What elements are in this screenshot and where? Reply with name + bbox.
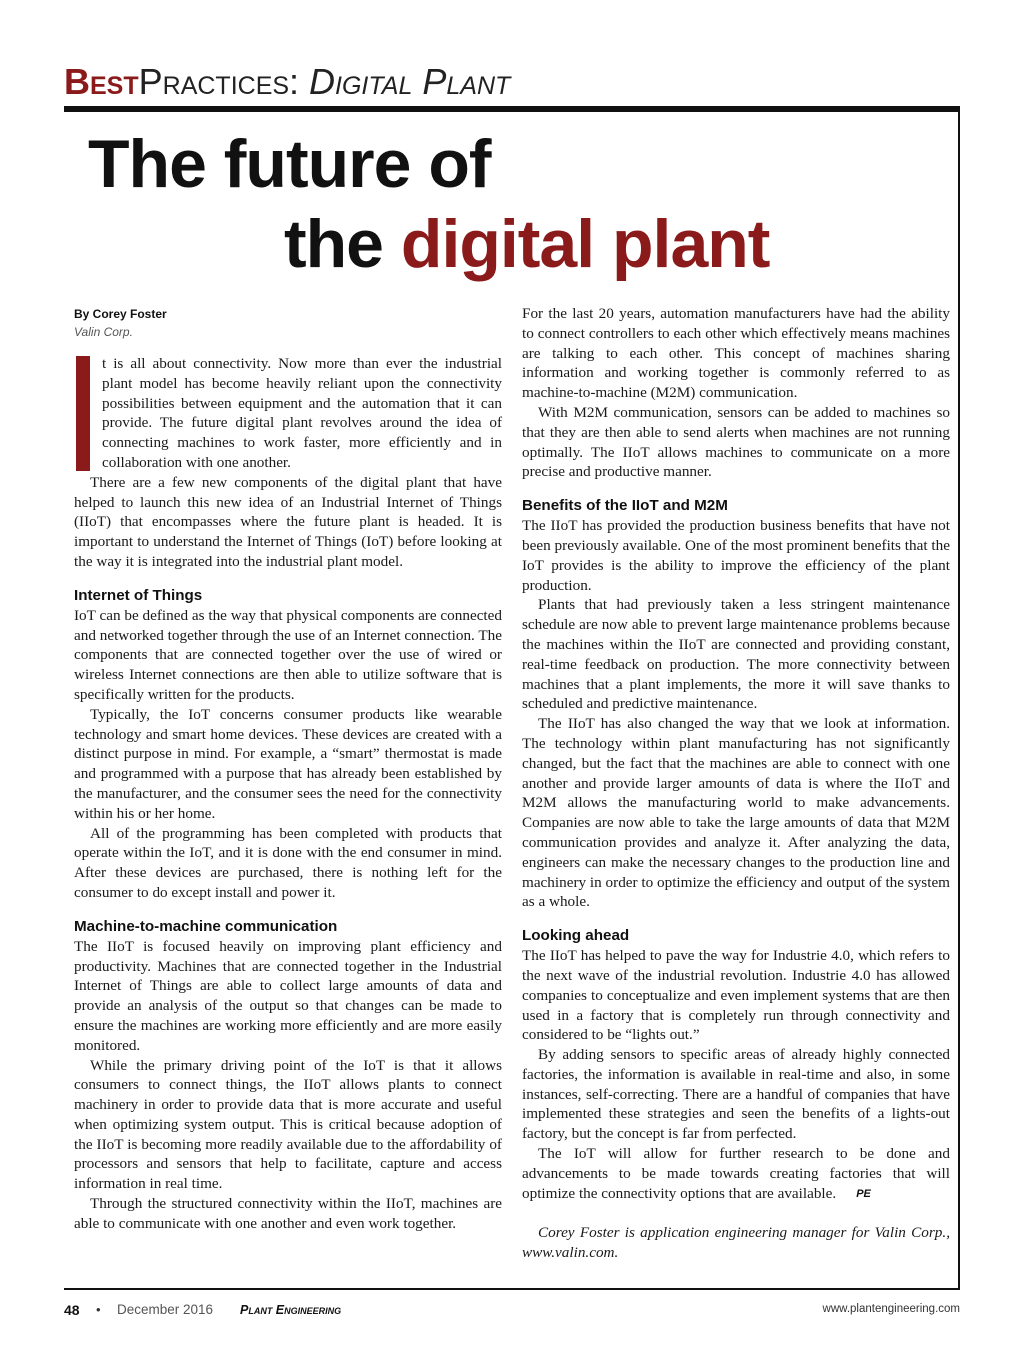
frame-right-rule <box>958 106 960 1289</box>
drop-cap-i <box>76 356 90 471</box>
section-header-practices: Practices: <box>138 61 310 102</box>
subhead-internet-of-things: Internet of Things <box>74 586 203 604</box>
ahead-paragraph-3 <box>522 1144 950 1203</box>
headline-accent: digital plant <box>400 206 770 282</box>
frame-bottom-rule <box>64 1288 960 1290</box>
headline-line2-prefix: the <box>284 206 401 282</box>
page-number: 48 <box>64 1302 80 1318</box>
subhead-machine-to-machine: Machine-to-machine communication <box>74 917 338 935</box>
headline-line2 <box>88 204 769 284</box>
section-header-best: Best <box>64 61 139 102</box>
top-rule <box>64 106 960 112</box>
intro-paragraph-1: t is all about connectivity. Now more than ever the industrial plant model has become heavily reliant upon the connectivity possibilities between equipment and the automation that it can provide. The future digital plant revolves around the idea of connecting machines to work faster, more efficiently and in collaboration with one another. <box>102 355 502 471</box>
m2m-paragraph-1: The IIoT is focused heavily on improving plant efficiency and productivity. Machines that are connected together in the Industrial Internet of Things are able to collect large amounts of data and provide an analysis of the output so that changes can be made to ensure the machines are working more efficiently and are more easily monitored. <box>74 937 502 1054</box>
section-header <box>64 62 510 102</box>
byline-affiliation: Valin Corp. <box>74 325 133 339</box>
footer-url: www.plantengineering.com <box>822 1303 960 1315</box>
byline-author: By Corey Foster <box>74 307 167 321</box>
m2m-cont-paragraph-1: For the last 20 years, automation manufacturers have had the ability to connect controllers to each other which effectively means machines are talking to each other. This concept of machines sharing information and working together is commonly referred to as machine-to-machine (M2M) communication. <box>522 305 950 402</box>
benefits-paragraph-3: The IIoT has also changed the way that we look at information. The technology within plant manufacturing has not significantly changed, but the fact that the machines are able to connect with one another and provide larger amounts of data is where the IIoT and M2M allows the manufacturing world to make advancements. Companies are now able to take the large amounts of data that M2M communication provides and analyze it. After analyzing the data, engineers can make the necessary changes to the production line and machinery in order to optimize the efficiency and output of the system as a whole. <box>522 715 950 911</box>
magazine-name: Plant Engineering <box>240 1303 342 1317</box>
benefits-paragraph-2: Plants that had previously taken a less stringent maintenance schedule are now able to prevent large maintenance problems because the machines within the IIoT are connected and providing constant, real-time feedback on production. The more connectivity between machines that a plant implements, the more it will save thanks to scheduled and predictive maintenance. <box>522 596 950 713</box>
ahead-paragraph-2: By adding sensors to specific areas of already highly connected factories, the information is available in real-time and also, in some instances, self-correcting. There are a handful of companies that have implemented these strategies and seen the benefits of a lights-out factory, but the concept is far from perfected. <box>522 1046 950 1143</box>
m2m-cont-paragraph-2: With M2M communication, sensors can be added to machines so that they are then able to send alerts when machines are not running optimally. The IIoT allows machines to communicate on a more precise and productive manner. <box>522 403 950 481</box>
m2m-paragraph-2: While the primary driving point of the IoT is that it allows consumers to connect things, the IIoT allows plants to connect machinery in order to provide data that is more accurate and useful when optimizing system output. This is critical because adoption of the IIoT is becoming more readily available due to the affordability of processors and sensors that help to facilitate, capture and access information in real time. <box>74 1056 502 1193</box>
iot-paragraph-1: IoT can be defined as the way that physical components are connected and networked together through the use of an Internet connection. The components that are connected together over the use of wired or wireless Internet connections are then able to utilize software that is specifically written for the products. <box>74 606 502 703</box>
author-bio: Corey Foster is application engineering manager for Valin Corp., www.valin.com. <box>522 1224 950 1262</box>
left-column <box>74 304 502 1234</box>
ahead-paragraph-3-text: The IoT will allow for further research to be done and advancements to be made towards creating factories that will optimize the connectivity options that are available. <box>522 1145 950 1202</box>
end-mark-icon: PE <box>856 1187 871 1200</box>
issue-date: December 2016 <box>117 1302 214 1317</box>
m2m-paragraph-3: Through the structured connectivity within the IIoT, machines are able to communicate with one another and even work together. <box>74 1195 502 1232</box>
headline <box>88 124 769 284</box>
right-column <box>522 304 950 1263</box>
intro-paragraph-2: There are a few new components of the digital plant that have helped to launch this new idea of an Industrial Internet of Things (IIoT) that encompasses where the future plant is headed. It is important to understand the Internet of Things (IoT) before looking at the way it is integrated into the industrial plant model. <box>74 473 502 570</box>
ahead-paragraph-1: The IIoT has helped to pave the way for Industrie 4.0, which refers to the next wave of the industrial revolution. Industrie 4.0 has allowed companies to conceptualize and even implement systems that are then used in a factory that is completely run through connectivity and considered to be “lights out.” <box>522 947 950 1044</box>
footer-separator: • <box>96 1302 101 1317</box>
iot-paragraph-3: All of the programming has been completed with products that operate within the IoT, and it is done with the end consumer in mind. After these devices are purchased, there is nothing left for the consumer to do except install and power it. <box>74 824 502 901</box>
subhead-looking-ahead: Looking ahead <box>522 927 630 945</box>
section-header-digital-plant: Digital Plant <box>309 61 511 102</box>
benefits-paragraph-1: The IIoT has provided the production business benefits that have not been previously available. One of the most prominent benefits that the IoT provides is the ability to improve the efficiency of the plant production. <box>522 517 950 594</box>
page-footer <box>64 1302 960 1322</box>
iot-paragraph-2: Typically, the IoT concerns consumer products like wearable technology and smart home devices. These devices are created with a distinct purpose in mind. For example, a “smart” thermostat is made and programmed with a purpose that has already been established by the manufacturer, and the consumer sees the need for the connectivity within his or her home. <box>74 705 502 822</box>
headline-line1: The future of <box>88 126 491 202</box>
subhead-benefits: Benefits of the IIoT and M2M <box>522 497 728 515</box>
